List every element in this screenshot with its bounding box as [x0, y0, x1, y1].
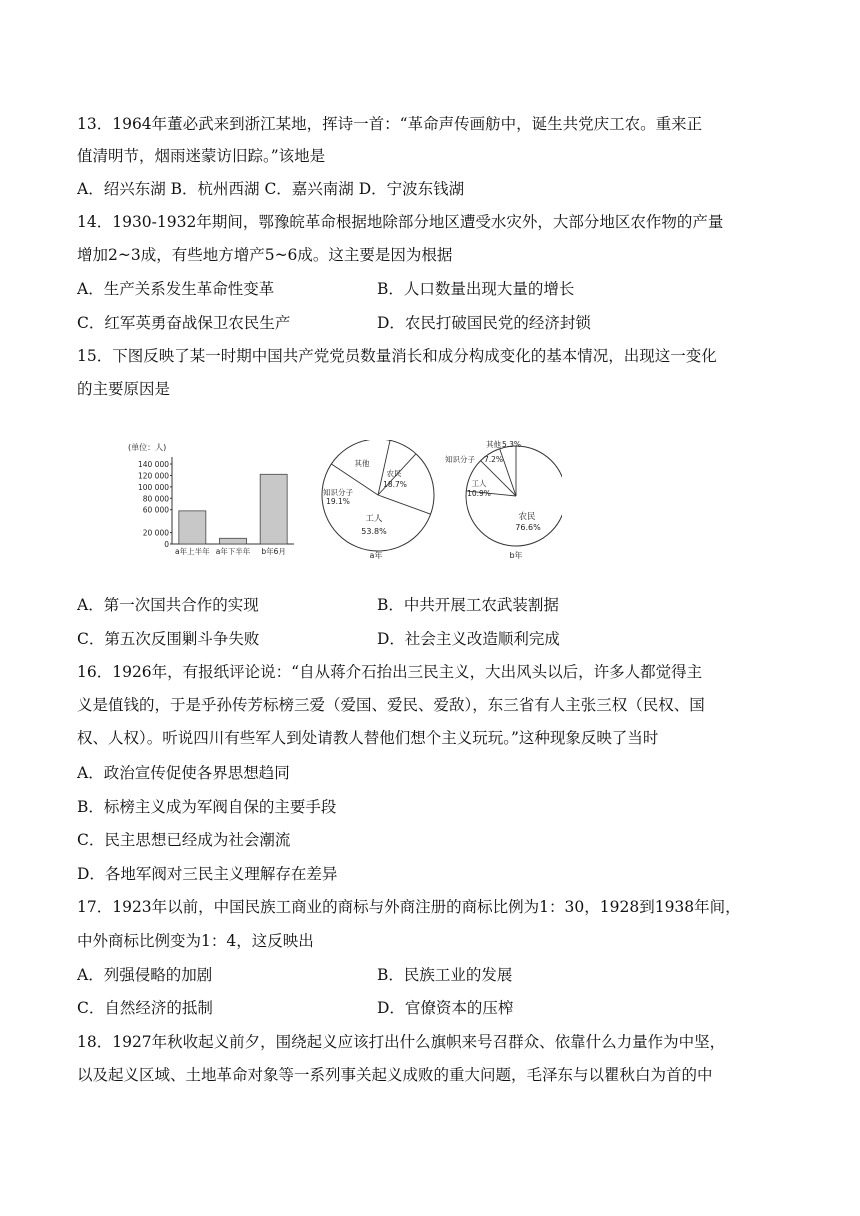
- pie-b-label-intellectuals: 知识分子: [445, 455, 475, 464]
- bar-x-tick-label: b年6月: [261, 547, 286, 556]
- bar-y-tick-label: 20 000: [142, 528, 169, 538]
- bar: [260, 474, 287, 544]
- q17-option-a: A．列强侵略的加剧: [77, 966, 213, 984]
- bar-y-tick-label: 80 000: [142, 494, 169, 504]
- q15-stem-line2: 的主要原因是: [77, 380, 171, 398]
- q14-option-a: A．生产关系发生革命性变革: [77, 280, 275, 298]
- bar-y-tick-label: 140 000: [137, 460, 169, 469]
- q16-option-d: D．各地军阀对三民主义理解存在差异: [77, 865, 338, 883]
- q15-option-b: B．中共开展工农武装割据: [377, 596, 559, 614]
- pie-a-label-workers: 工人: [365, 514, 383, 524]
- membership-bar-chart: [128, 442, 294, 556]
- pie-b-value-intellectuals: 7.2%: [484, 455, 504, 464]
- q15-option-d: D．社会主义改造顺利完成: [377, 630, 560, 648]
- q14-option-b: B．人口数量出现大量的增长: [377, 280, 575, 298]
- pie-b-value-other: 5.3%: [502, 440, 522, 449]
- pie-chart-a: [322, 440, 434, 560]
- q17-stem-line1: 17．1923年以前，中国民族工商业的商标与外商注册的商标比例为1：30，1928到1938年间，: [77, 898, 741, 916]
- pie-chart-b: [445, 440, 562, 560]
- q18-stem-line2: 以及起义区域、土地革命对象等一系列事关起义成败的重大问题，毛泽东与以瞿秋白为首的中: [77, 1066, 713, 1084]
- bar-y-unit-label: (单位：人): [128, 443, 167, 452]
- bar-x-tick-label: a年上半年: [175, 547, 210, 556]
- pie-b-label-workers: 工人: [471, 479, 487, 488]
- q17-option-b: B．民族工业的发展: [377, 966, 513, 984]
- q17-option-d: D．官僚资本的压榨: [377, 999, 514, 1017]
- party-membership-svg: [122, 440, 562, 565]
- pie-a-value-workers: 53.8%: [361, 527, 387, 536]
- pie-a-title: a年: [369, 551, 383, 560]
- q16-option-c: C．民主思想已经成为社会潮流: [77, 831, 291, 849]
- bar-series: [179, 474, 287, 544]
- q16-stem-line3: 权、人权）。听说四川有些军人到处请教人替他们想个主义玩玩。”这种现象反映了当时: [77, 729, 659, 747]
- bar: [179, 511, 206, 544]
- q14-stem-line2: 增加2~3成，有些地方增产5~6成。这主要是因为根据: [77, 246, 453, 264]
- pie-a-label-peasants: 农民: [386, 469, 402, 478]
- q15-option-a: A．第一次国共合作的实现: [77, 596, 259, 614]
- bar-x-tick-label: a年下半年: [215, 547, 251, 556]
- pie-a-label-other: 其他: [354, 459, 370, 468]
- q16-stem-line1: 16．1926年，有报纸评论说：“自从蒋介石抬出三民主义，大出风头以后，许多人都觉得主: [77, 663, 703, 681]
- bar-y-tick-label: 60 000: [142, 505, 169, 515]
- pie-b-label-other: 其他: [486, 440, 501, 449]
- q17-option-c: C．自然经济的抵制: [77, 999, 213, 1017]
- q16-option-a: A．政治宣传促使各界思想趋同: [77, 764, 290, 782]
- bar-y-tick-label: 100 000: [137, 482, 169, 492]
- party-membership-figure: [122, 440, 562, 565]
- pie-a-value-intellectuals: 19.1%: [326, 497, 350, 506]
- pie-b-value-workers: 10.9%: [467, 489, 491, 498]
- q15-option-c: C．第五次反围剿斗争失败: [77, 630, 260, 648]
- q14-stem-line1: 14．1930-1932年期间，鄂豫皖革命根据地除部分地区遭受水灾外，大部分地区农作物的产量: [77, 213, 724, 231]
- pie-b-title: b年: [509, 551, 523, 560]
- pie-b-value-peasants: 76.6%: [515, 523, 541, 532]
- q13-stem-line1: 13．1964年董必武来到浙江某地，挥诗一首：“革命声传画舫中，诞生共党庆工农。重来正: [77, 115, 703, 133]
- q14-option-d: D．农民打破国民党的经济封锁: [377, 314, 591, 332]
- pie-a-label-intellectuals: 知识分子: [323, 488, 353, 497]
- pie-a-value-peasants: 18.7%: [383, 480, 407, 489]
- q18-stem-line1: 18．1927年秋收起义前夕，围绕起义应该打出什么旗帜来号召群众、依靠什么力量作为中坚，: [77, 1033, 726, 1051]
- bar-y-ticks: [138, 460, 172, 549]
- q14-option-c: C．红军英勇奋战保卫农民生产: [77, 314, 291, 332]
- bar-y-tick-label: 120 000: [137, 471, 169, 481]
- q13-stem-line2: 值清明节，烟雨迷蒙访旧踪。”该地是: [77, 147, 326, 165]
- q15-stem-line1: 15．下图反映了某一时期中国共产党党员数量消长和成分构成变化的基本情况，出现这一变化: [77, 347, 717, 365]
- q16-option-b: B．标榜主义成为军阀自保的主要手段: [77, 798, 337, 816]
- pie-b-label-peasants: 农民: [518, 512, 536, 522]
- q17-stem-line2: 中外商标比例变为1：4，这反映出: [77, 932, 314, 950]
- bar-y-tick-label: 0: [164, 540, 169, 549]
- q13-options: A．绍兴东湖 B．杭州西湖 C．嘉兴南湖 D．宁波东钱湖: [77, 180, 465, 198]
- bar: [220, 538, 247, 544]
- q16-stem-line2: 义是值钱的，于是乎孙传芳标榜三爱（爱国、爱民、爱敌），东三省有人主张三权（民权、国: [77, 696, 705, 714]
- bar-x-labels: [175, 546, 286, 556]
